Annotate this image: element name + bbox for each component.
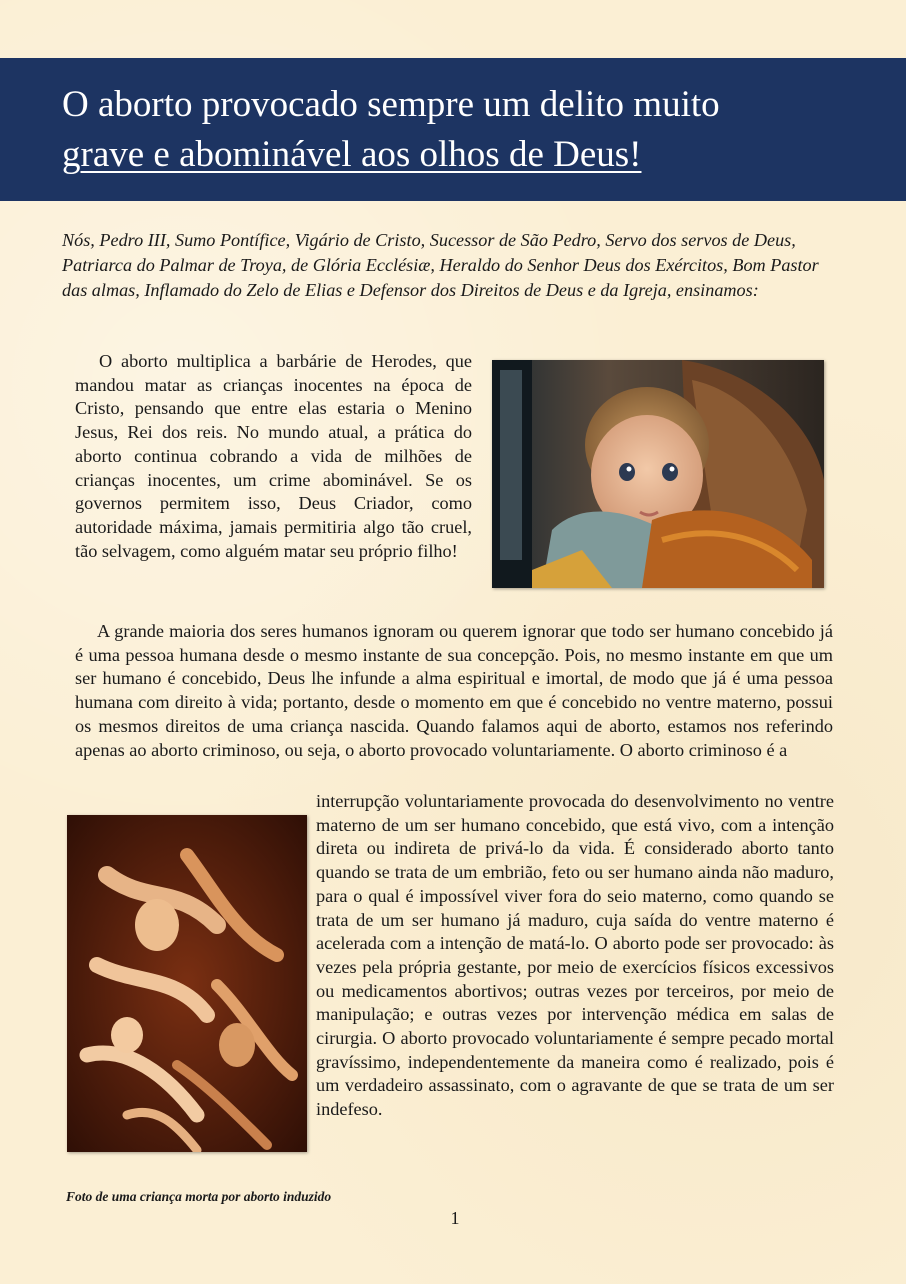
page-number: 1 (450, 1208, 460, 1228)
paragraph-herodes: O aborto multiplica a barbárie de Herodes, que mandou matar as crianças inocentes na época de Cristo, pensando que entre elas estaria o Menino Jesus, Rei dos reis. No mundo atual, a prática do aborto continua cobrando a vida de milhões de crianças inocentes, um crime abominável. Se os governos permitem isso, Deus Criador, como autoridade máxima, jamais permitiria algo tão cruel, tão selvagem, como alguém matar seu próprio filho! (75, 351, 472, 561)
baby-photo (492, 360, 824, 588)
paragraph-definicao: interrupção voluntariamente provocada do desenvolvimento no ventre materno de um ser humano concebido, que está vivo, com a intenção direta ou indireta de privá-lo da vida. É considerado aborto tanto quando se trata de um embrião, feto ou ser humano ainda não maduro, para o qual é impossível viver fora do seio materno, como quando se trata de um ser humano já maduro, cuja saída do ventre materno é acelerada com a intenção de matá-lo. O aborto pode ser provocado: às vezes pela própria gestante, por meio de exercícios físicos excessivos ou medicamentos abortivos; outras vezes por terceiros, por meio de manipulação; e outras vezes por intervenção médica em salas de cirurgia. O aborto provocado voluntariamente é sempre pecado mortal gravíssimo, independentemente da maneira como é realizado, pois é um verdadeiro assassinato, com o agravante de que se trata de um ser indefeso. (316, 791, 834, 1120)
aborted-fetus-photo (67, 815, 307, 1152)
title-line-1: O aborto provocado sempre um delito muito (62, 84, 720, 125)
photo-caption: Foto de uma criança morta por aborto induzido (66, 1189, 332, 1204)
intro-paragraph: Nós, Pedro III, Sumo Pontífice, Vigário de Cristo, Sucessor de São Pedro, Servo dos servos de Deus, Patriarca do Palmar de Troya, de Glória Ecclésiæ, Heraldo do Senhor Deus dos Exércitos, Bom Pastor das almas, Inflamado do Zelo de Elias e Defensor dos Direitos de Deus e da Igreja, ensinamos: (62, 230, 819, 300)
page-title (62, 80, 862, 180)
title-line-2: grave e abominável aos olhos de Deus! (62, 134, 642, 175)
paragraph-concepcao: A grande maioria dos seres humanos ignoram ou querem ignorar que todo ser humano concebido já é uma pessoa humana desde o mesmo instante de sua concepção. Pois, no mesmo instante em que um ser humano é concebido, Deus lhe infunde a alma espiritual e imortal, de modo que já é uma pessoa humana com direito à vida; portanto, desde o momento em que é concebido no ventre materno, possui os mesmos direitos de uma criança nascida. Quando falamos aqui de aborto, estamos nos referindo apenas ao aborto criminoso, ou seja, o aborto provocado voluntariamente. O aborto criminoso é a (75, 621, 833, 760)
